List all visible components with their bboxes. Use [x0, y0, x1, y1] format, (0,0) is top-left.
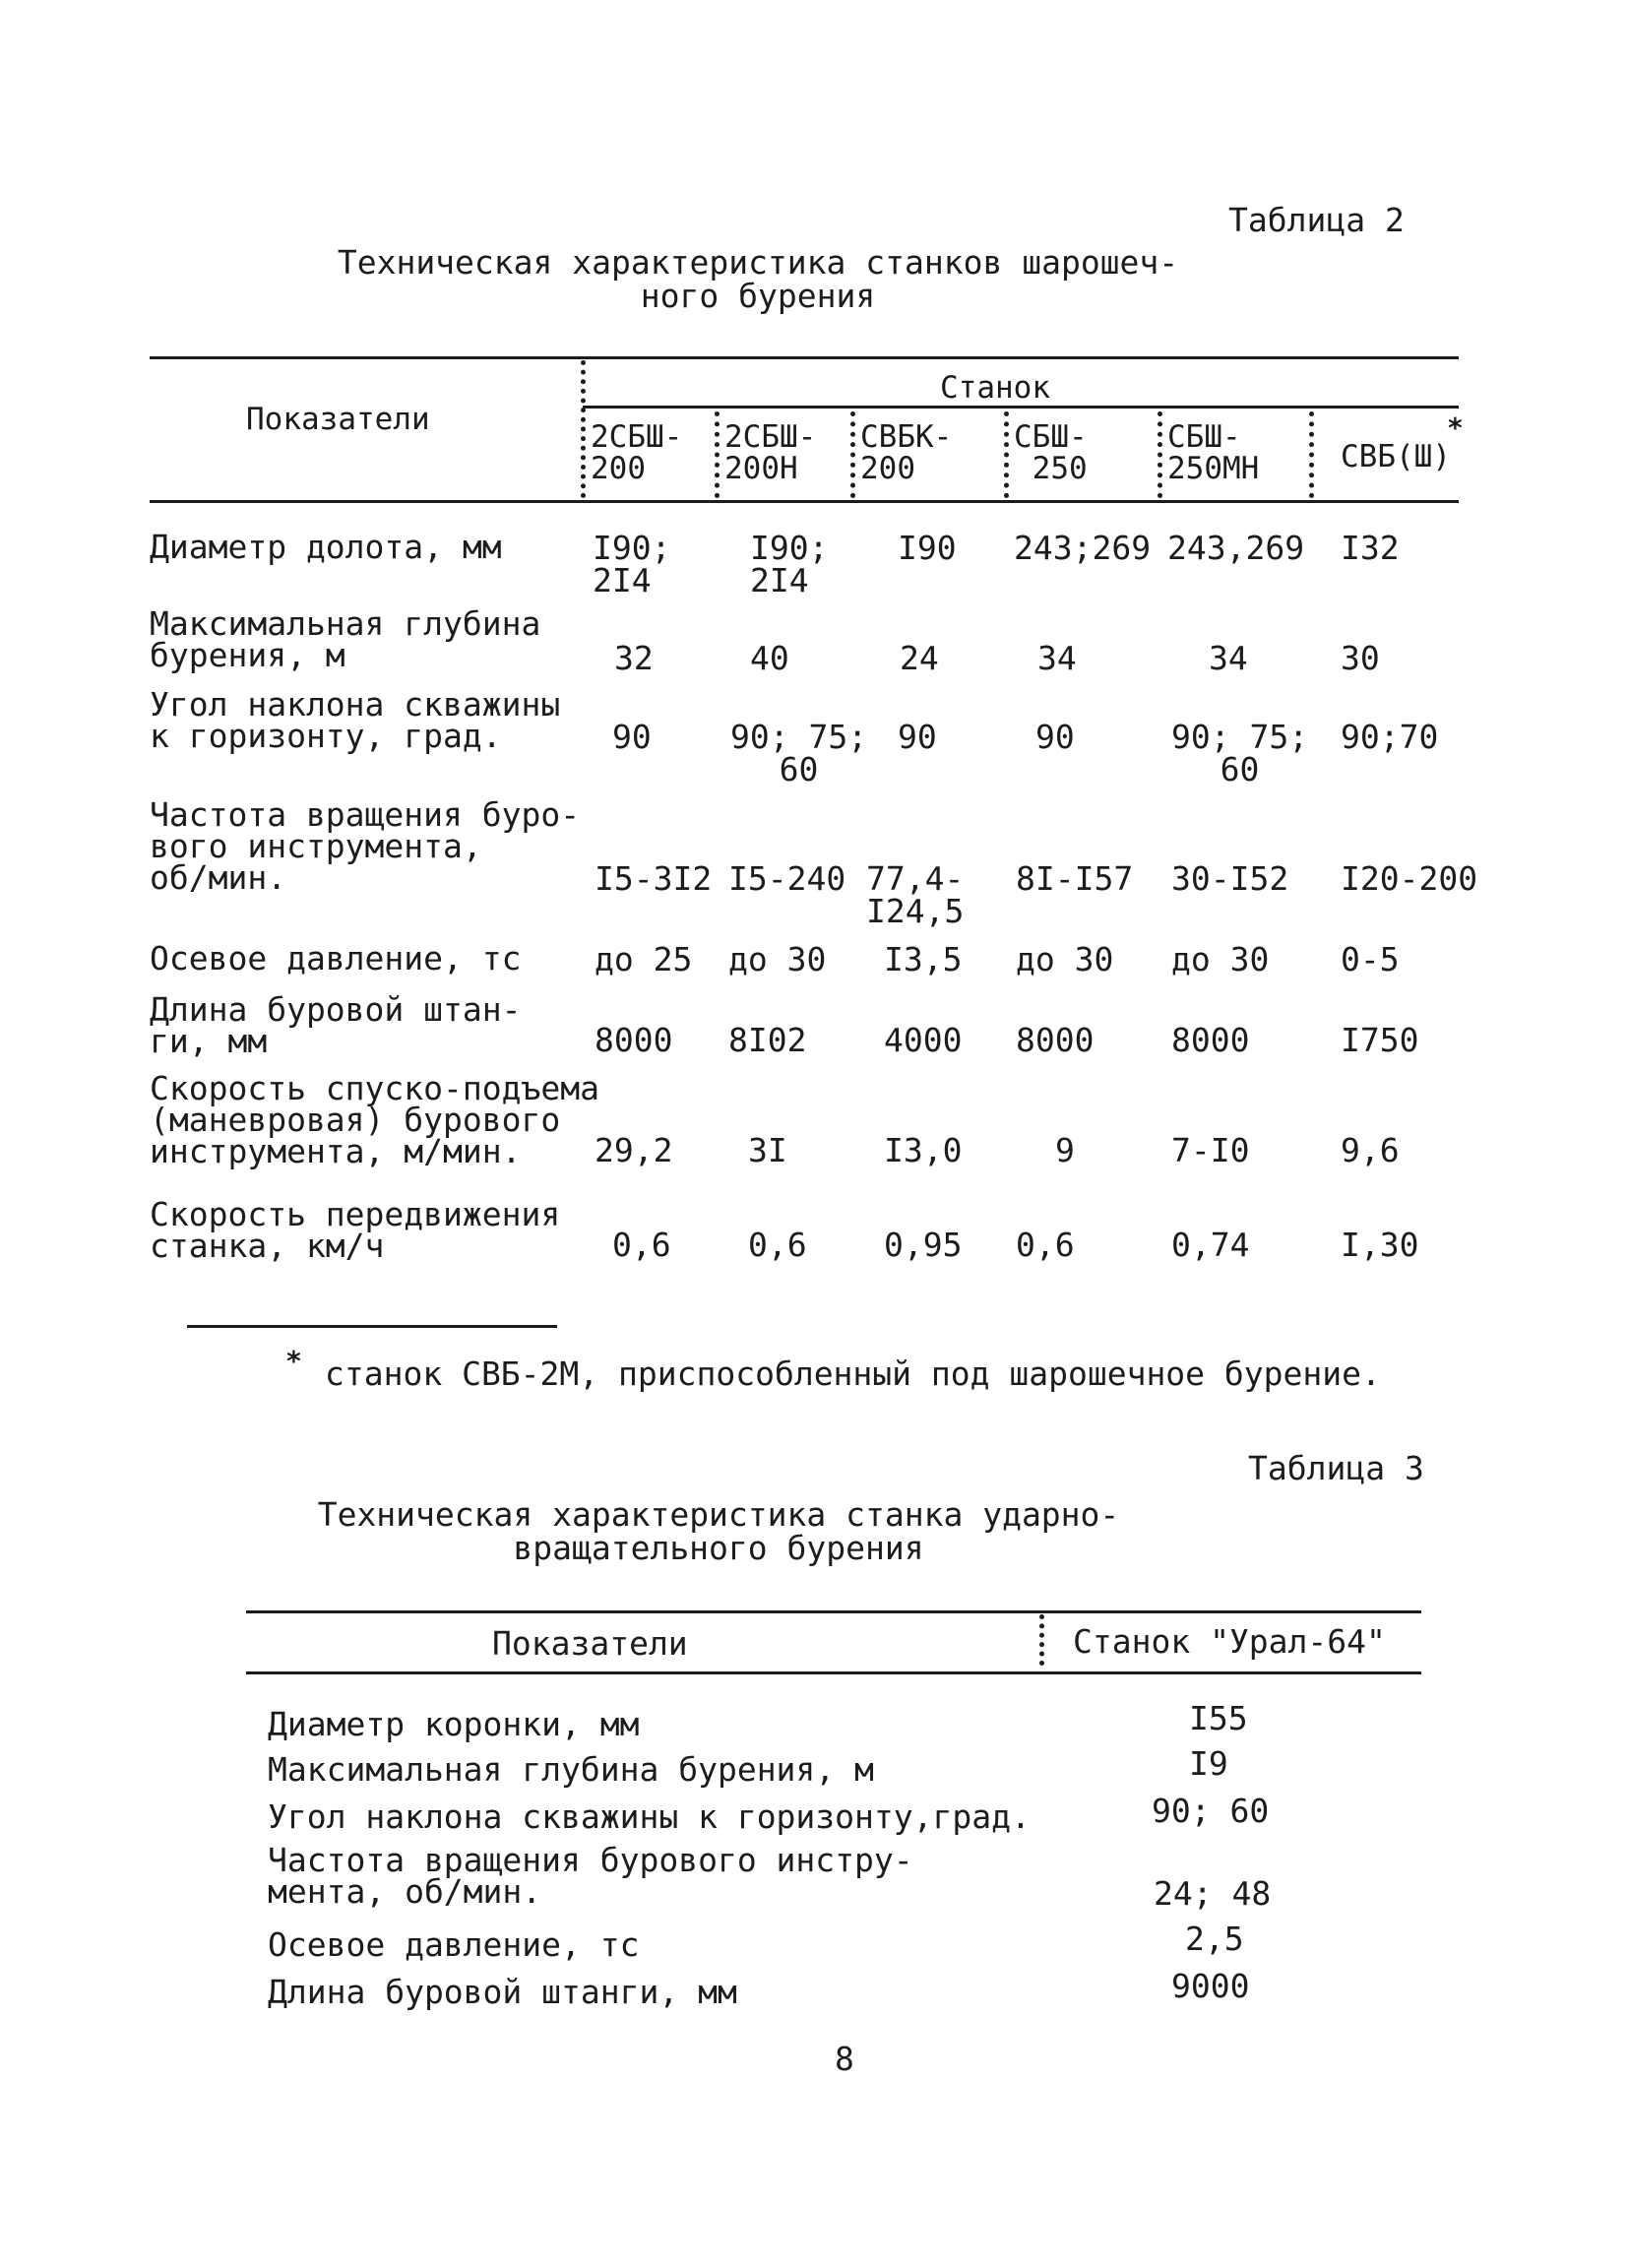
table2-col-separator [581, 360, 586, 498]
table3-cell: I9 [1189, 1744, 1228, 1783]
table2-cell: 0-5 [1341, 940, 1400, 978]
table2-cell: 4000 [884, 1021, 963, 1059]
table2-cell: I750 [1341, 1021, 1419, 1059]
footnote-rule [187, 1325, 557, 1328]
table2-title: Техническая характеристика станков шарошеч- ного бурения [337, 243, 1179, 315]
table2-cell: 90; 75; 60 [730, 718, 868, 788]
table2-cell: 77,4- I24,5 [866, 859, 965, 930]
table3-row-label: Частота вращения бурового инстру- мента, об/мин. [268, 1841, 913, 1911]
table2-header-indicators: Показатели [246, 402, 430, 437]
table2-cell: 7-I0 [1171, 1131, 1250, 1169]
table2-cell: 0,95 [884, 1226, 963, 1264]
table2-row-label: Угол наклона скважины к горизонту, град. [150, 685, 561, 755]
table2-cell: 243,269 [1167, 529, 1305, 567]
table3-cell: 90; 60 [1152, 1792, 1270, 1830]
table2-cell: 0,6 [1016, 1226, 1075, 1264]
table2-cell: 40 [750, 639, 789, 677]
table2-footnote: станок СВБ-2М, приспособленный под шарошечное бурение. [325, 1354, 1381, 1393]
table2-header-machine-group: Станок [940, 370, 1050, 406]
table2-cell: 30 [1341, 639, 1380, 677]
table2-cell: I32 [1341, 529, 1400, 567]
table3-col-separator [1039, 1614, 1044, 1666]
table2-cell: 90; 75; 60 [1171, 718, 1309, 788]
table2-cell: 90;70 [1341, 718, 1439, 756]
table2-cell: I3,5 [884, 940, 963, 978]
table2-row-label: Частота вращения буро- вого инструмента, об/мин. [150, 795, 581, 897]
footnote-marker: * [1447, 411, 1464, 444]
table3-top-rule [246, 1610, 1421, 1613]
table2-cell: 34 [1209, 639, 1248, 677]
table2-cell: 29,2 [595, 1131, 673, 1169]
table3-row-label: Диаметр коронки, мм [268, 1705, 640, 1743]
table3-title: Техническая характеристика станка ударно- вращательного бурения [317, 1495, 1120, 1567]
table2-cell: 90 [898, 718, 937, 756]
table3-header-machine: Станок "Урал-64" [1073, 1622, 1386, 1661]
table2-header-machine: СБШ- 250 [1014, 419, 1088, 486]
table2-cell: I5-3I2 [595, 859, 713, 898]
table2-row-label: Максимальная глубина бурения, м [150, 604, 541, 674]
table3-cell: I55 [1189, 1699, 1248, 1737]
table2-cell: I20-200 [1341, 859, 1478, 898]
table2-cell: 8I-I57 [1016, 859, 1134, 898]
table2-col-separator [1309, 411, 1314, 498]
table2-cell: I90; 2I4 [593, 529, 671, 599]
table3-cell: 2,5 [1185, 1920, 1244, 1958]
table2-row-label: Диаметр долота, мм [150, 528, 502, 566]
table2-cell: 90 [612, 718, 652, 756]
table2-col-separator [1158, 411, 1162, 498]
page-number: 8 [835, 2040, 854, 2078]
table3-label: Таблица 3 [1248, 1449, 1424, 1487]
table2-cell: 0,74 [1171, 1226, 1250, 1264]
table2-cell: 8000 [1016, 1021, 1095, 1059]
table3-row-label: Максимальная глубина бурения, м [268, 1750, 874, 1789]
table2-header-machine: СВБ(Ш) [1341, 439, 1451, 474]
table2-header-machine: СВБК- 200 [860, 419, 953, 486]
table2-cell: до 30 [1171, 940, 1270, 978]
footnote-marker: * [285, 1345, 302, 1377]
table2-cell: 30-I52 [1171, 859, 1289, 898]
table2-row-label: Длина буровой штан- ги, мм [150, 990, 522, 1060]
table2-row-label: Осевое давление, тс [150, 939, 522, 977]
table2-label: Таблица 2 [1228, 201, 1405, 239]
table3-header-rule [246, 1671, 1421, 1674]
table2-cell: 9,6 [1341, 1131, 1400, 1169]
table2-cell: 8000 [1171, 1021, 1250, 1059]
table2-cell: 90 [1035, 718, 1075, 756]
table3-row-label: Осевое давление, тс [268, 1925, 640, 1964]
table2-cell: 24 [900, 639, 939, 677]
table2-cell: 0,6 [748, 1226, 807, 1264]
table2-row-label: Скорость передвижения станка, км/ч [150, 1195, 561, 1265]
table2-group-rule [583, 406, 1459, 409]
table2-cell: 34 [1037, 639, 1077, 677]
table3-row-label: Угол наклона скважины к горизонту,град. [268, 1797, 1031, 1836]
table2-cell: I90; 2I4 [750, 529, 829, 599]
table2-cell: до 25 [595, 940, 693, 978]
table2-col-separator [1004, 411, 1009, 498]
table2-cell: 32 [614, 639, 654, 677]
table3-cell: 9000 [1171, 1967, 1250, 2005]
table2-cell: I90 [898, 529, 957, 567]
table2-cell: I3,0 [884, 1131, 963, 1169]
table2-cell: 8I02 [728, 1021, 807, 1059]
table2-header-machine: 2СБШ- 200Н [724, 419, 817, 486]
table2-cell: 8000 [595, 1021, 673, 1059]
table2-cell: I5-240 [728, 859, 846, 898]
table2-cell: до 30 [1016, 940, 1114, 978]
table3-row-label: Длина буровой штанги, мм [268, 1973, 737, 2011]
table2-cell: 3I [748, 1131, 787, 1169]
table2-col-separator [715, 411, 720, 498]
table3-header-indicators: Показатели [492, 1624, 688, 1663]
table2-cell: до 30 [728, 940, 827, 978]
table2-cell: 243;269 [1014, 529, 1152, 567]
table2-header-rule [150, 500, 1459, 503]
table2-cell: I,30 [1341, 1226, 1419, 1264]
table2-top-rule [150, 356, 1459, 359]
table2-cell: 0,6 [612, 1226, 671, 1264]
table2-col-separator [850, 411, 855, 498]
table2-header-machine: 2СБШ- 200 [591, 419, 683, 486]
table3-cell: 24; 48 [1154, 1874, 1272, 1913]
table2-header-machine: СБШ- 250МН [1167, 419, 1260, 486]
table2-cell: 9 [1055, 1131, 1075, 1169]
table2-row-label: Скорость спуско-подъема (маневровая) бурового инструмента, м/мин. [150, 1069, 599, 1170]
